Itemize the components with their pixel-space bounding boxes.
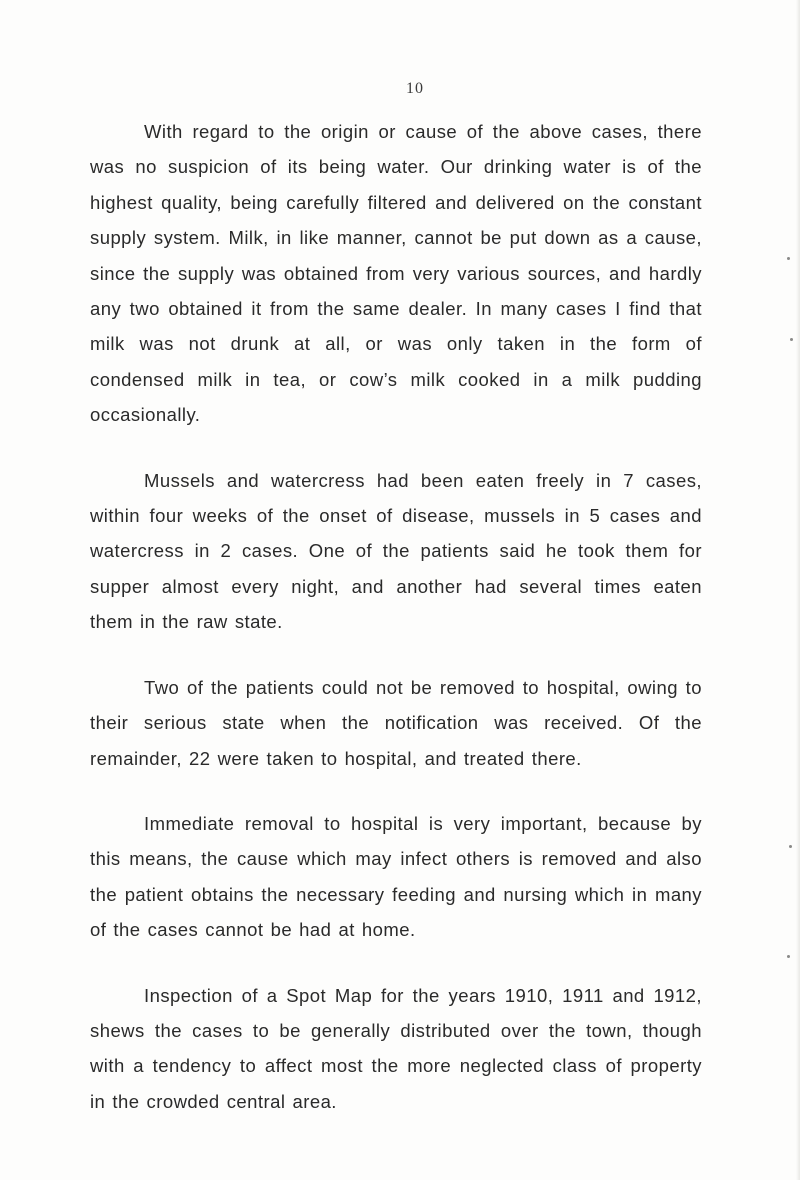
body-text (90, 114, 702, 1149)
paragraph-immediate-removal: Immediate removal to hospital is very important, because by this means, the cause which may infect others is removed and also the patient obtains the necessary feeding and nursing which in many of the cases cannot be had at home. (90, 812, 702, 941)
scan-speck (787, 955, 790, 958)
scan-speck (789, 845, 792, 848)
scan-speck (790, 338, 793, 341)
page-number: 10 (406, 80, 424, 97)
page-edge-shadow (796, 0, 800, 1180)
scan-speck (787, 257, 790, 260)
paragraph-origin-of-cases: With regard to the origin or cause of the above cases, there was no suspicion of its being water. Our drinking water is of the highest quality, being carefully filtered and delivered on the constant supply system. Milk, in like manner, cannot be put down as a cause, since the supply was obtained from very various sources, and hardly any two obtained it from the same dealer. In many cases I find that milk was not drunk at all, or was only taken in the form of condensed milk in tea, or cow’s milk cooked in a milk pudding occasionally. (90, 121, 702, 426)
paragraph-hospital-removal-count: Two of the patients could not be removed to hospital, owing to their serious state when the notification was received. Of the remainder, 22 were taken to hospital, and treated there. (90, 676, 702, 769)
paragraph-mussels-watercress: Mussels and watercress had been eaten freely in 7 cases, within four weeks of the onset of disease, mussels in 5 cases and watercress in 2 cases. One of the patients said he took them for supper almost every night, and another had several times eaten them in the raw state. (90, 469, 702, 633)
paragraph-spot-map: Inspection of a Spot Map for the years 1910, 1911 and 1912, shews the cases to be generally distributed over the town, though with a tendency to affect most the more neglected class of property in the crowded central area. (90, 984, 702, 1112)
